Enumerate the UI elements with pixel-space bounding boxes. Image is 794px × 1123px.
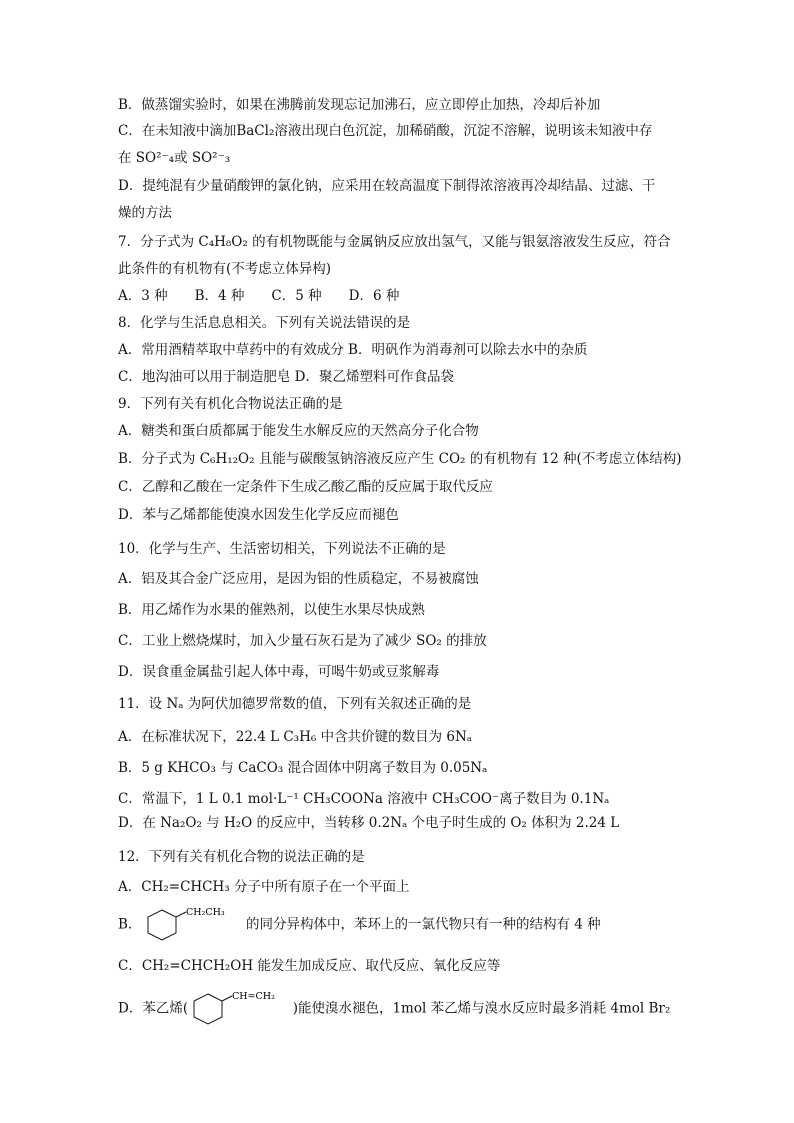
- text-line: C．地沟油可以用于制造肥皂 D．聚乙烯塑料可作食品袋: [118, 369, 454, 385]
- text-line: B．分子式为 C₆H₁₂O₂ 且能与碳酸氢钠溶液反应产生 CO₂ 的有机物有 12 种(不考虑立体结构): [118, 451, 682, 467]
- text-line: A．CH₂=CHCH₃ 分子中所有原子在一个平面上: [118, 879, 410, 895]
- text-line: D．提纯混有少量硝酸钾的氯化钠，应采用在较高温度下制得浓溶液再冷却结晶、过滤、干: [118, 178, 656, 194]
- option-label: B．: [118, 916, 142, 933]
- q12-option-b: [118, 906, 601, 944]
- text-line: 10．化学与生产、生活密切相关，下列说法不正确的是: [118, 541, 446, 557]
- text-line: 8．化学与生活息息相关。下列有关说法错误的是: [118, 315, 411, 331]
- option-label: D．苯乙烯(: [118, 1000, 189, 1017]
- text-line: 7．分子式为 C₄H₈O₂ 的有机物既能与金属钠反应放出氢气，又能与银氨溶液发生反应，符合: [118, 234, 671, 250]
- text-line: C．常温下，1 L 0.1 mol·L⁻¹ CH₃COONa 溶液中 CH₃COO⁻离子数目为 0.1Nₐ: [118, 791, 610, 807]
- text-line: A．铝及其合金广泛应用，是因为铝的性质稳定，不易被腐蚀: [118, 571, 479, 587]
- substituent-label: CH₂CH₃: [185, 907, 225, 918]
- option-text: 的同分异构体中，苯环上的一氯代物只有一种的结构有 4 种: [246, 916, 601, 933]
- q12-option-d: [118, 990, 670, 1028]
- text-line: A．常用酒精萃取中草药中的有效成分 B．明矾作为消毒剂可以除去水中的杂质: [118, 342, 588, 358]
- text-line: D．苯与乙烯都能使溴水因发生化学反应而褪色: [118, 507, 399, 523]
- text-line: B．做蒸馏实验时，如果在沸腾前发现忘记加沸石，应立即停止加热，冷却后补加: [118, 97, 601, 113]
- text-line: 在 SO²⁻₄或 SO²⁻₃: [118, 150, 231, 166]
- text-line: 9．下列有关有机化合物说法正确的是: [118, 396, 343, 412]
- text-line: C．工业上燃烧煤时，加入少量石灰石是为了减少 SO₂ 的排放: [118, 633, 487, 649]
- text-line: 12．下列有关有机化合物的说法正确的是: [118, 849, 365, 865]
- text-line: D．在 Na₂O₂ 与 H₂O 的反应中，当转移 0.2Nₐ 个电子时生成的 O₂ 体积为 2.24 L: [118, 815, 620, 831]
- text-line: C．乙醇和乙酸在一定条件下生成乙酸乙酯的反应属于取代反应: [118, 479, 493, 495]
- text-line: A．在标准状况下，22.4 L C₃H₆ 中含共价键的数目为 6Nₐ: [118, 729, 472, 745]
- q12-option-c: C．CH₂=CHCH₂OH 能发生加成反应、取代反应、氧化反应等: [118, 958, 501, 974]
- text-line: B．5 g KHCO₃ 与 CaCO₃ 混合固体中阴离子数目为 0.05Nₐ: [118, 760, 488, 776]
- text-line: B．用乙烯作为水果的催熟剂，以使生水果尽快成熟: [118, 602, 425, 618]
- text-line: 此条件的有机物有(不考虑立体异构): [118, 261, 332, 277]
- text-line: 11．设 Nₐ 为阿伏加德罗常数的值，下列有关叙述正确的是: [118, 696, 472, 712]
- option-text: )能使溴水褪色，1mol 苯乙烯与溴水反应时最多消耗 4mol Br₂: [292, 1000, 671, 1017]
- text-line: C．在未知液中滴加BaCl₂溶液出现白色沉淀，加稀硝酸，沉淀不溶解，说明该未知液中存: [118, 123, 653, 139]
- text-line: 燥的方法: [118, 205, 172, 221]
- text-line: A．糖类和蛋白质都属于能发生水解反应的天然高分子化合物: [118, 423, 479, 439]
- ethylbenzene-structure-icon: [146, 906, 242, 944]
- text-line: D．误食重金属盐引起人体中毒，可喝牛奶或豆浆解毒: [118, 664, 440, 680]
- substituent-label: CH=CH₂: [232, 991, 276, 1002]
- text-line: A．3 种 B．4 种 C．5 种 D．6 种: [118, 288, 400, 304]
- styrene-structure-icon: [192, 990, 288, 1028]
